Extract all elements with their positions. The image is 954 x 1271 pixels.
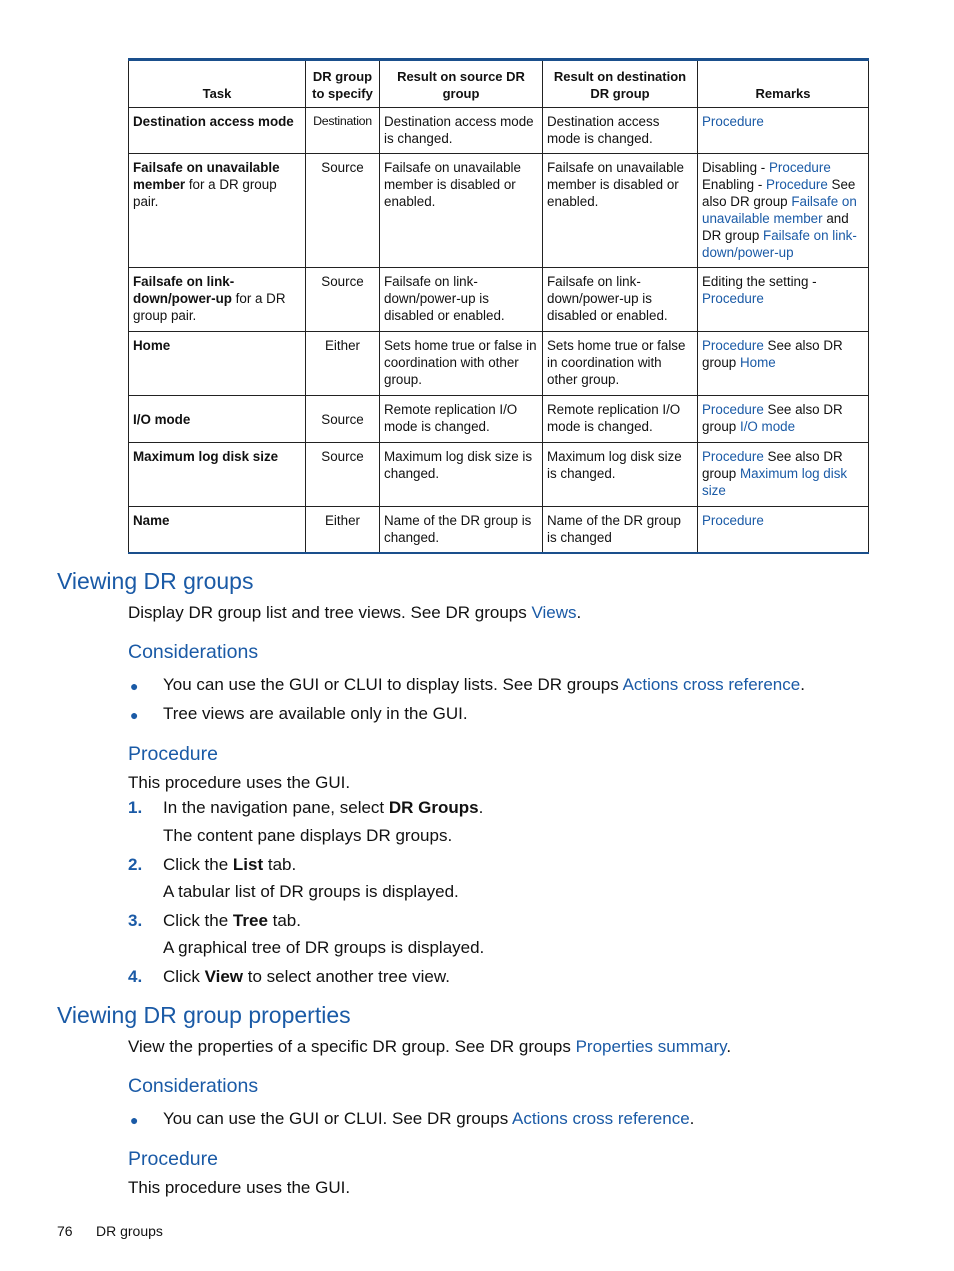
header-task: Task [129, 60, 306, 108]
remarks-cell [698, 396, 869, 443]
consideration-text: You can use the GUI or CLUI. See DR groups [163, 1109, 513, 1128]
step-text: Click the [163, 911, 233, 930]
header-dr-group: DR group to specify [306, 60, 380, 108]
task-cell [129, 108, 306, 154]
remark-link[interactable]: Procedure [768, 160, 831, 175]
procedure-step [163, 855, 296, 875]
table-row [129, 507, 869, 554]
section-title-viewing-dr-group-properties: Viewing DR group properties [57, 1002, 351, 1028]
consideration-end: . [800, 675, 805, 694]
procedure-step [163, 798, 483, 818]
intro-end: . [726, 1037, 732, 1056]
step-text-end: to select another tree view. [243, 967, 450, 986]
remark-text: See also DR group [702, 338, 843, 370]
dr-group-settings-table [128, 58, 869, 554]
remark-text: See also DR group [702, 177, 856, 209]
properties-summary-link[interactable]: Properties summary [575, 1037, 727, 1056]
remark-text: Disabling - [702, 160, 769, 175]
remark-link[interactable]: Procedure [702, 513, 764, 528]
remarks-cell [698, 154, 869, 268]
source-result-cell: Name of the DR group is changed. [380, 507, 543, 554]
remarks-cell [698, 443, 869, 507]
header-result-destination: Result on destination DR group [543, 60, 698, 108]
destination-result-cell: Sets home true or false in coordination with other group. [543, 332, 698, 396]
section-intro [128, 1037, 731, 1057]
task-name: Name [133, 513, 170, 528]
remarks-cell [698, 268, 869, 332]
remarks-cell [698, 332, 869, 396]
intro-text: View the properties of a specific DR group. See DR groups [128, 1037, 576, 1056]
table-row [129, 396, 869, 443]
bullet-icon: ● [130, 707, 139, 723]
step-number: 1. [128, 798, 143, 817]
remark-link[interactable]: Procedure [702, 291, 764, 306]
table-row [129, 108, 869, 154]
step-number: 2. [128, 855, 143, 874]
remark-text: See also DR group [702, 402, 843, 434]
step-ui-term: List [232, 855, 264, 874]
remark-link[interactable]: Failsafe on link-down/power-up [702, 228, 857, 260]
remarks-cell [698, 507, 869, 554]
section-intro [128, 603, 581, 623]
task-qualifier: for a DR group pair. [133, 291, 286, 323]
task-cell [129, 268, 306, 332]
header-remarks: Remarks [698, 60, 869, 108]
remark-link[interactable]: Procedure [702, 114, 764, 129]
table-row [129, 332, 869, 396]
header-result-source: Result on source DR group [380, 60, 543, 108]
table-row [129, 443, 869, 507]
considerations-heading: Considerations [128, 641, 259, 663]
step-text-end: tab. [263, 855, 297, 874]
consideration-end: . [689, 1109, 695, 1128]
source-result-cell: Remote replication I/O mode is changed. [380, 396, 543, 443]
task-name: Maximum log disk size [133, 449, 279, 464]
remark-text: See also DR group [702, 449, 843, 481]
footer-section-name: DR groups [96, 1223, 163, 1239]
task-name: Failsafe on unavailable member [133, 160, 280, 192]
step-result: A tabular list of DR groups is displayed. [163, 882, 459, 901]
bullet-icon: ● [130, 678, 139, 694]
step-ui-term: DR Groups [388, 798, 479, 817]
step-text-end: tab. [267, 911, 301, 930]
actions-cross-reference-link[interactable]: Actions cross reference [512, 1109, 690, 1128]
intro-text: Display DR group list and tree views. See DR groups [128, 603, 532, 622]
remark-text: Editing the setting - [702, 274, 817, 289]
step-text: In the navigation pane, select [163, 798, 389, 817]
remark-text: Enabling - [702, 177, 767, 192]
dr-group-cell: Source [306, 443, 380, 507]
remark-link[interactable]: Procedure [702, 402, 764, 417]
step-number: 3. [128, 911, 143, 930]
task-name: Failsafe on link-down/power-up [133, 274, 235, 306]
dr-group-cell: Source [306, 268, 380, 332]
remark-link[interactable]: Procedure [766, 177, 828, 192]
source-result-cell: Maximum log disk size is changed. [380, 443, 543, 507]
remark-link[interactable]: I/O mode [739, 419, 796, 434]
procedure-intro: This procedure uses the GUI. [128, 1178, 351, 1197]
consideration-item [163, 675, 805, 695]
task-name: I/O mode [133, 412, 191, 427]
destination-result-cell: Remote replication I/O mode is changed. [543, 396, 698, 443]
task-cell [129, 396, 306, 443]
section-title-viewing-dr-groups: Viewing DR groups [57, 568, 254, 594]
bullet-icon: ● [130, 1112, 139, 1128]
source-result-cell: Sets home true or false in coordination with other group. [380, 332, 543, 396]
task-name: Destination access mode [133, 114, 294, 129]
procedure-step [163, 967, 450, 987]
consideration-text: You can use the GUI or CLUI to display lists. See DR groups [163, 675, 623, 694]
destination-result-cell: Destination access mode is changed. [543, 108, 698, 154]
actions-cross-reference-link[interactable]: Actions cross reference [622, 675, 801, 694]
considerations-heading: Considerations [128, 1075, 259, 1097]
dr-group-cell: Destination [306, 108, 380, 154]
destination-result-cell: Maximum log disk size is changed. [543, 443, 698, 507]
task-cell [129, 507, 306, 554]
step-ui-term: View [204, 967, 243, 986]
procedure-heading: Procedure [128, 1148, 218, 1170]
destination-result-cell: Failsafe on unavailable member is disabled or enabled. [543, 154, 698, 268]
step-ui-term: Tree [232, 911, 268, 930]
step-number: 4. [128, 967, 143, 986]
consideration-item: Tree views are available only in the GUI. [163, 704, 468, 723]
task-cell [129, 443, 306, 507]
source-result-cell: Failsafe on unavailable member is disabled or enabled. [380, 154, 543, 268]
procedure-step [163, 911, 301, 931]
procedure-intro: This procedure uses the GUI. [128, 773, 351, 792]
step-text: Click [163, 967, 205, 986]
remark-text: and DR group [702, 211, 849, 243]
remark-link[interactable]: Maximum log disk size [702, 466, 848, 498]
table-row [129, 268, 869, 332]
remark-link[interactable]: Procedure [702, 449, 764, 464]
table-header-row [129, 60, 869, 108]
remark-link[interactable]: Procedure [702, 338, 764, 353]
destination-result-cell: Failsafe on link-down/power-up is disabled or enabled. [543, 268, 698, 332]
remark-link[interactable]: Failsafe on unavailable member [702, 194, 857, 226]
task-cell [129, 332, 306, 396]
step-text-end: . [478, 798, 484, 817]
page-number: 76 [57, 1223, 73, 1239]
table-row [129, 154, 869, 268]
source-result-cell: Failsafe on link-down/power-up is disabled or enabled. [380, 268, 543, 332]
intro-end: . [576, 603, 582, 622]
source-result-cell: Destination access mode is changed. [380, 108, 543, 154]
remark-link[interactable]: Home [739, 355, 776, 370]
task-name: Home [133, 338, 171, 353]
task-qualifier: for a DR group pair. [133, 177, 277, 209]
destination-result-cell: Name of the DR group is changed [543, 507, 698, 554]
step-text: Click the [163, 855, 233, 874]
dr-group-cell: Source [306, 396, 380, 443]
consideration-item [163, 1109, 694, 1129]
remarks-cell [698, 108, 869, 154]
dr-group-cell: Either [306, 332, 380, 396]
procedure-heading: Procedure [128, 743, 218, 765]
views-link[interactable]: Views [531, 603, 577, 622]
dr-group-cell: Source [306, 154, 380, 268]
task-cell [129, 154, 306, 268]
dr-group-cell: Either [306, 507, 380, 554]
step-result: A graphical tree of DR groups is displayed. [163, 938, 485, 957]
step-result: The content pane displays DR groups. [163, 826, 453, 845]
